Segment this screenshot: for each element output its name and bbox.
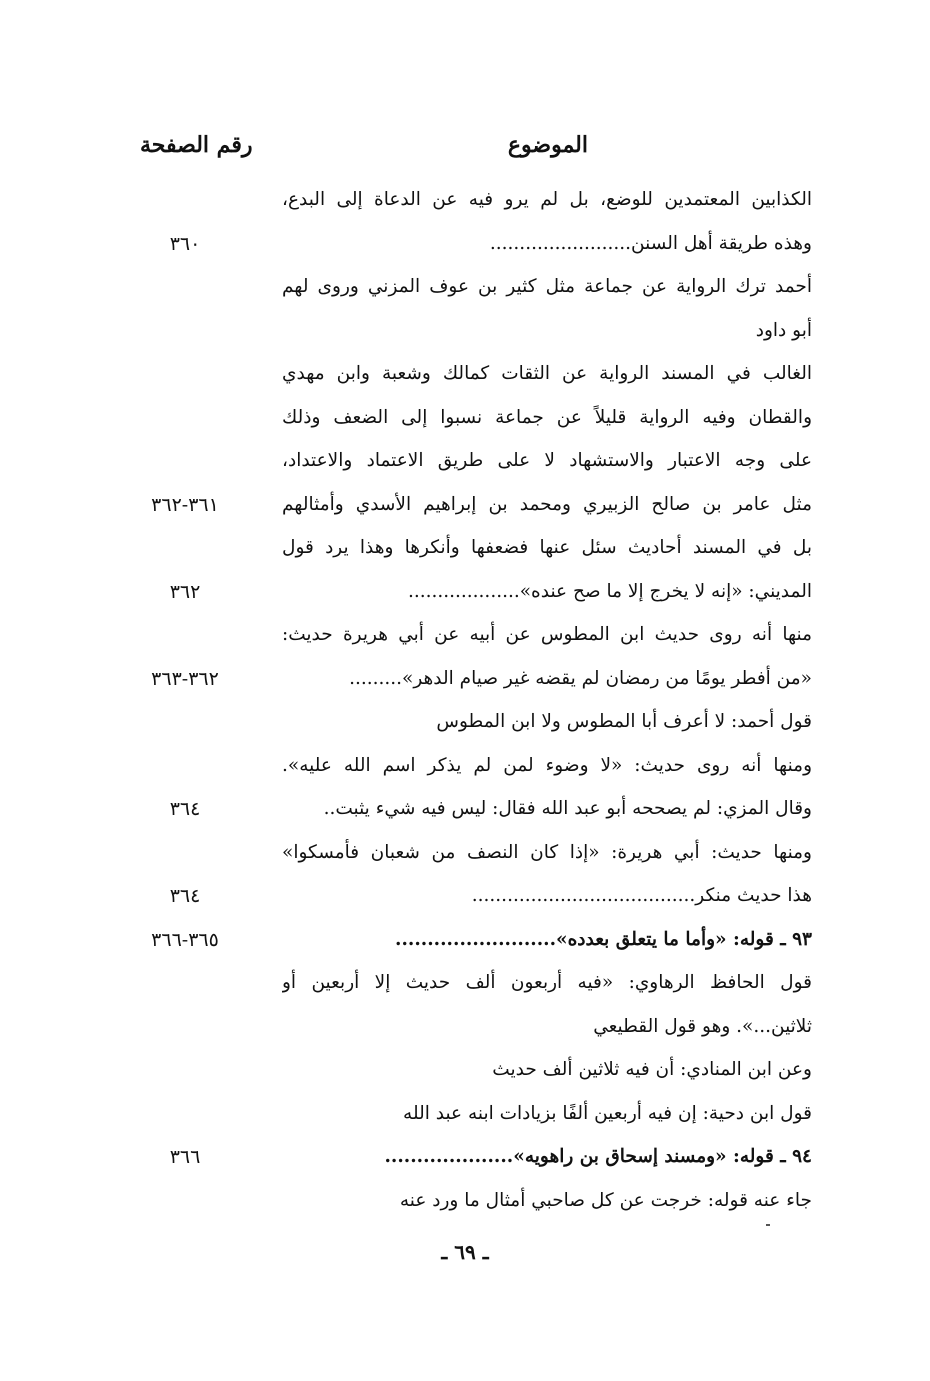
topic-text: على وجه الاعتبار والاستشهاد لا على طريق الاعتماد والاعتداد، [282,450,812,471]
topic-text: منها أنه روى حديث ابن المطوس عن أبيه عن أبي هريرة حديث: [282,624,812,645]
topic-text: الكذابين المعتمدين للوضع، بل لم يرو فيه عن الدعاة إلى البدع، [282,189,812,210]
topic-text: ومنها أنه روى حديث: «لا وضوء لمن لم يذكر اسم الله عليه». [282,754,812,776]
index-row [120,877,820,921]
topic-text: أبو داود [755,319,812,341]
page-reference: ٣٦٤ [169,798,201,820]
topic-text: هذا حديث منكر...................................... [471,885,812,906]
index-row [120,1008,820,1052]
topic-text: والقطان وفيه الرواية قليلاً عن جماعة نسبوا إلى الضعف وذلك [282,406,812,428]
page-reference: ٣٦١-٣٦٢ [151,493,219,516]
index-row [120,442,820,486]
index-row [120,312,820,356]
index-row [120,355,820,399]
page-reference: ٣٦٥-٣٦٦ [151,928,219,951]
page-number-column-header: رقم الصفحة [140,132,253,158]
topic-text: وهذه طريقة أهل السنن........................ [489,232,812,254]
index-table [120,181,820,1225]
topic-text: ٩٤ ـ قوله: «ومسند إسحاق بن راهويه».................... [384,1146,812,1167]
index-row [120,616,820,660]
topic-text: ومنها حديث: أبي هريرة: «إذا كان النصف من شعبان فأمسكوا» [282,841,812,863]
index-row [120,921,820,965]
page-reference: ٣٦٤ [169,885,201,907]
index-row [120,268,820,312]
index-row [120,1051,820,1095]
topic-text: قول ابن دحية: إن فيه أربعين ألفًا بزيادات ابنه عبد الله [403,1102,812,1124]
index-row [120,225,820,269]
index-row [120,486,820,530]
topic-text: الغالب في المسند الرواية عن الثقات كمالك وشعبة وابن مهدي [282,363,812,384]
index-row [120,964,820,1008]
index-row [120,1182,820,1226]
table-header [120,132,820,172]
topic-text: وقال المزي: لم يصححه أبو عبد الله فقال: ليس فيه شيء يثبت.. [323,798,812,819]
topic-text: أحمد ترك الرواية عن جماعة مثل كثير بن عوف المزني وروى لهم [282,276,812,297]
index-row [120,573,820,617]
topic-text: ٩٣ ـ قوله: «وأما ما يتعلق بعدده»......................... [395,928,812,950]
topic-text: المديني: «إنه لا يخرج إلا ما صح عنده»................... [407,580,812,602]
topic-text: قول أحمد: لا أعرف أبا المطوس ولا ابن المطوس [436,711,812,732]
topic-text: وعن ابن المنادي: أن فيه ثلاثين ألف حديث [492,1059,812,1080]
index-row [120,660,820,704]
index-row [120,790,820,834]
index-row [120,747,820,791]
topic-text: مثل عامر بن صالح الزبيري ومحمد بن إبراهيم الأسدي وأمثالهم [282,493,812,515]
page-reference: ٣٦٢ [169,580,201,603]
topic-column-header: الموضوع [507,132,588,158]
topic-text: ثلاثين...». وهو قول القطيعي [593,1015,812,1037]
page-footer-number: ـ ٦٩ ـ [441,1240,489,1264]
ink-speck [766,1224,770,1226]
topic-text: بل في المسند أحاديث سئل عنها فضعفها وأنكرها وهذا يرد قول [282,537,812,558]
page-reference: ٣٦٢-٣٦٣ [151,667,219,690]
index-row [120,1095,820,1139]
index-row [120,529,820,573]
topic-text: جاء عنه قوله: خرجت عن كل صاحبي أمثال ما ورد عنه [399,1189,812,1211]
page-reference: ٣٦٦ [169,1146,201,1168]
index-row [120,181,820,225]
index-row [120,399,820,443]
page-reference: ٣٦٠ [169,232,201,255]
topic-text: «من أفطر يومًا من رمضان لم يقضه غير صيام الدهر»......... [349,667,812,689]
topic-text: قول الحافظ الرهاوي: «فيه أربعون ألف حديث إلا أربعين أو [282,972,812,993]
index-row [120,1138,820,1182]
index-row [120,834,820,878]
index-row [120,703,820,747]
